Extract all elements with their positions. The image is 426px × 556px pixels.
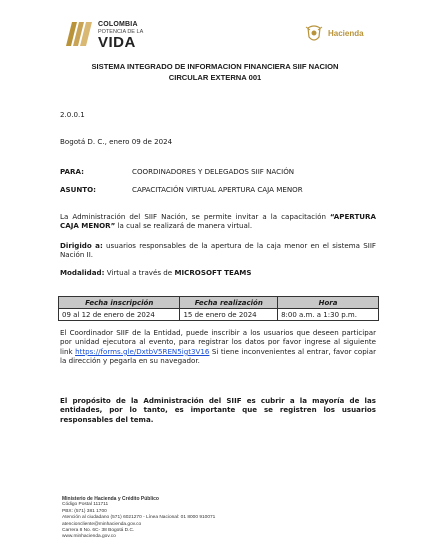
p1-post: la cual se realizará de manera virtual. bbox=[115, 221, 253, 231]
footer-org: Ministerio de Hacienda y Crédito Público bbox=[62, 496, 159, 502]
header-inscription: Fecha inscripción bbox=[59, 297, 180, 309]
footer-contact bbox=[62, 496, 215, 541]
coat-of-arms-icon bbox=[305, 24, 323, 44]
colombia-logo bbox=[64, 20, 174, 50]
footer-line: PBX: (571) 381 1700 bbox=[62, 508, 107, 514]
logo-line-3: VIDA bbox=[98, 34, 136, 51]
audience-paragraph bbox=[60, 241, 376, 260]
footer-line: Código Postal 111711 bbox=[62, 502, 109, 508]
registration-link[interactable]: https://forms.gle/DxtbV5REN5igt3V16 bbox=[75, 346, 210, 356]
registration-paragraph bbox=[60, 328, 376, 366]
header-time: Hora bbox=[278, 297, 379, 309]
footer-line: www.minhacienda.gov.co bbox=[62, 534, 116, 540]
footer-line: Atención al ciudadano (571) 6021270 - Línea Nacional: 01 8000 910071 bbox=[62, 515, 216, 521]
para-value: COORDINADORES Y DELEGADOS SIIF NACIÓN bbox=[132, 167, 295, 176]
document-title: SISTEMA INTEGRADO DE INFORMACION FINANCIERA SIIF NACION bbox=[91, 62, 339, 71]
p3-platform: MICROSOFT TEAMS bbox=[174, 268, 252, 277]
p3-label: Modalidad: bbox=[60, 268, 105, 277]
hacienda-label: Hacienda bbox=[328, 29, 364, 38]
asunto-label: ASUNTO: bbox=[60, 185, 97, 194]
table-row bbox=[59, 309, 379, 321]
cell-inscription: 09 al 12 de enero de 2024 bbox=[59, 309, 180, 321]
document-date: Bogotá D. C., enero 09 de 2024 bbox=[60, 137, 173, 146]
footer-line: Carrera 8 No. 6C- 38 Bogotá D.C. bbox=[62, 528, 135, 534]
header-realization: Fecha realización bbox=[180, 297, 278, 309]
p1-pre: La Administración del SIIF Nación, se permite invitar a la capacitación bbox=[60, 212, 331, 221]
modality-paragraph bbox=[60, 268, 376, 277]
colombia-logo-icon bbox=[64, 20, 94, 48]
p4-post: Si tiene inconvenientes al entrar, favor copiar la dirección y pegarla en su navegador. bbox=[60, 346, 376, 366]
footer-line: atencioncliente@minhacienda.gov.co bbox=[62, 521, 142, 527]
invitation-paragraph bbox=[60, 212, 376, 231]
cell-realization: 15 de enero de 2024 bbox=[180, 309, 278, 321]
p2-label: Dirigido a: bbox=[60, 241, 103, 250]
document-code: 2.0.0.1 bbox=[60, 110, 85, 119]
cell-time: 8:00 a.m. a 1:30 p.m. bbox=[278, 309, 379, 321]
document-subtitle: CIRCULAR EXTERNA 001 bbox=[168, 73, 262, 82]
para-label: PARA: bbox=[60, 167, 84, 176]
logo-line-1: COLOMBIA bbox=[98, 21, 138, 28]
p4-pre: El Coordinador SIIF de la Entidad, puede inscribir a los usuarios que deseen participar por unidad ejecutora al evento, para registrar los datos por favor ingrese al siguiente link bbox=[60, 328, 376, 356]
p1-course-name: “APERTURA CAJA MENOR” bbox=[60, 212, 376, 231]
schedule-header-row bbox=[59, 297, 379, 309]
schedule-table bbox=[58, 296, 379, 321]
asunto-value: CAPACITACIÓN VIRTUAL APERTURA CAJA MENOR bbox=[132, 185, 303, 194]
logo-line-2: POTENCIA DE LA bbox=[98, 29, 144, 35]
purpose-paragraph: El propósito de la Administración del SIIF es cubrir a la mayoría de las entidades, por lo tanto, es importante que se registren los usuarios responsables del tema. bbox=[60, 396, 376, 424]
p2-text: usuarios responsables de la apertura de la caja menor en el sistema SIIF Nación II. bbox=[60, 241, 376, 260]
p3-text: Virtual a través de bbox=[104, 268, 175, 277]
